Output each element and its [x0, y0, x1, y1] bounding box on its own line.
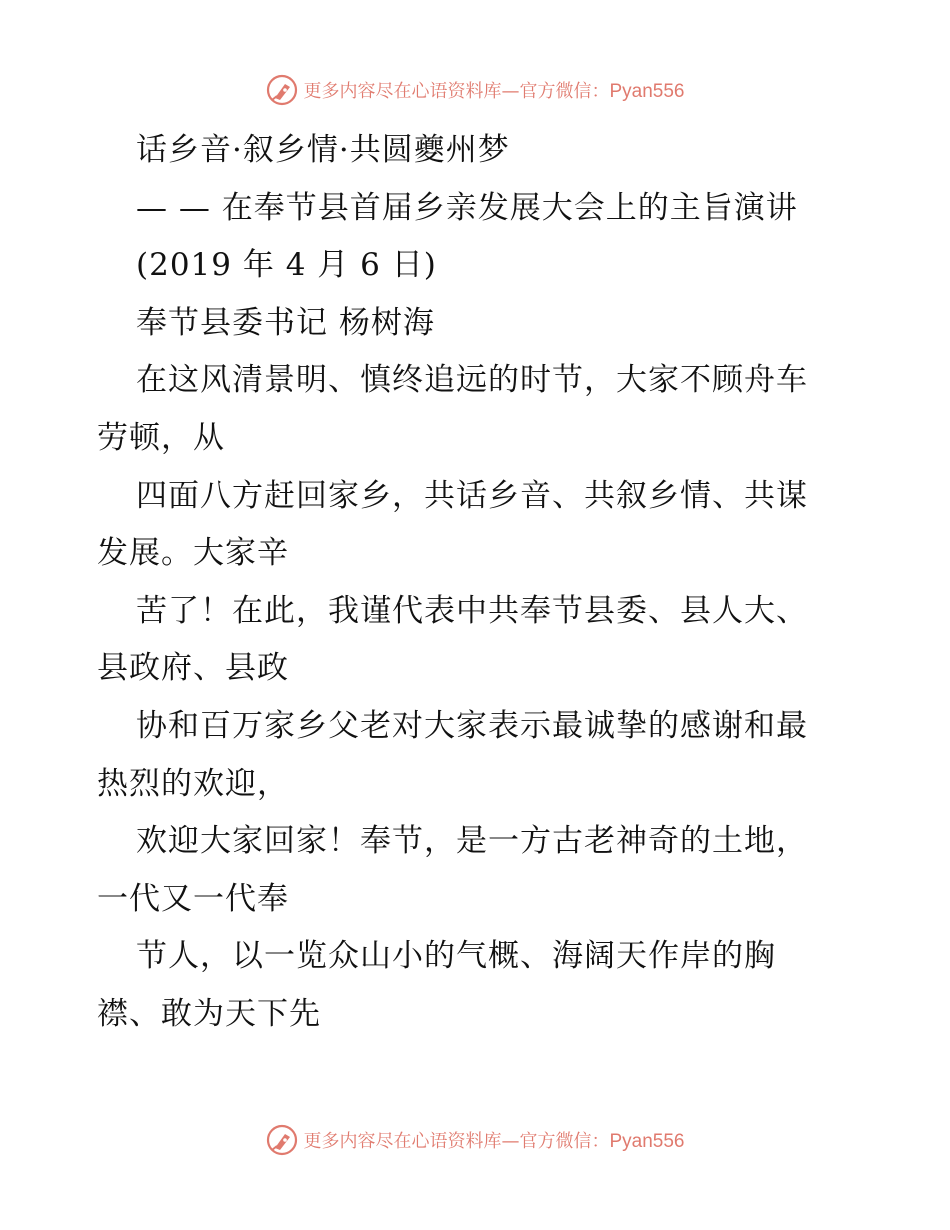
paragraph-line: 节人，以一览众山小的气概、海阔天作岸的胸: [136, 938, 776, 975]
pen-nib-logo-icon: [265, 1123, 299, 1157]
paragraph-line: 县政府、县政: [97, 650, 289, 687]
watermark-banner-top: [0, 70, 950, 110]
document-date: (2019 年 4 月 6 日): [136, 247, 437, 284]
paragraph-line: 协和百万家乡父老对大家表示最诚挚的感谢和最: [136, 707, 808, 744]
pen-nib-logo-icon: [265, 73, 299, 107]
paragraph-line: 一代又一代奉: [97, 880, 289, 917]
watermark-banner-bottom: [0, 1120, 950, 1160]
paragraph-line: 苦了！在此，我谨代表中共奉节县委、县人大、: [136, 592, 808, 629]
document-speaker: 奉节县委书记 杨树海: [136, 304, 435, 341]
document-title: 话乡音·叙乡情·共圆夔州梦: [136, 132, 510, 168]
document-body: [97, 122, 857, 1044]
watermark-text: 更多内容尽在心语资料库—官方微信：Pyan556: [303, 1131, 685, 1152]
document-subtitle: — — 在奉节县首届乡亲发展大会上的主旨演讲: [136, 189, 798, 226]
paragraph-line: 劳顿，从: [97, 419, 225, 456]
paragraph-line: 四面八方赶回家乡，共话乡音、共叙乡情、共谋: [136, 477, 808, 514]
paragraph-line: 热烈的欢迎，: [97, 765, 289, 802]
paragraph-line: 在这风清景明、慎终追远的时节，大家不顾舟车: [136, 362, 808, 399]
watermark-text: 更多内容尽在心语资料库—官方微信：Pyan556: [303, 81, 685, 102]
paragraph-line: 襟、敢为天下先: [97, 995, 321, 1032]
paragraph-line: 发展。大家辛: [97, 535, 289, 572]
paragraph-line: 欢迎大家回家！奉节，是一方古老神奇的土地，: [136, 823, 808, 860]
